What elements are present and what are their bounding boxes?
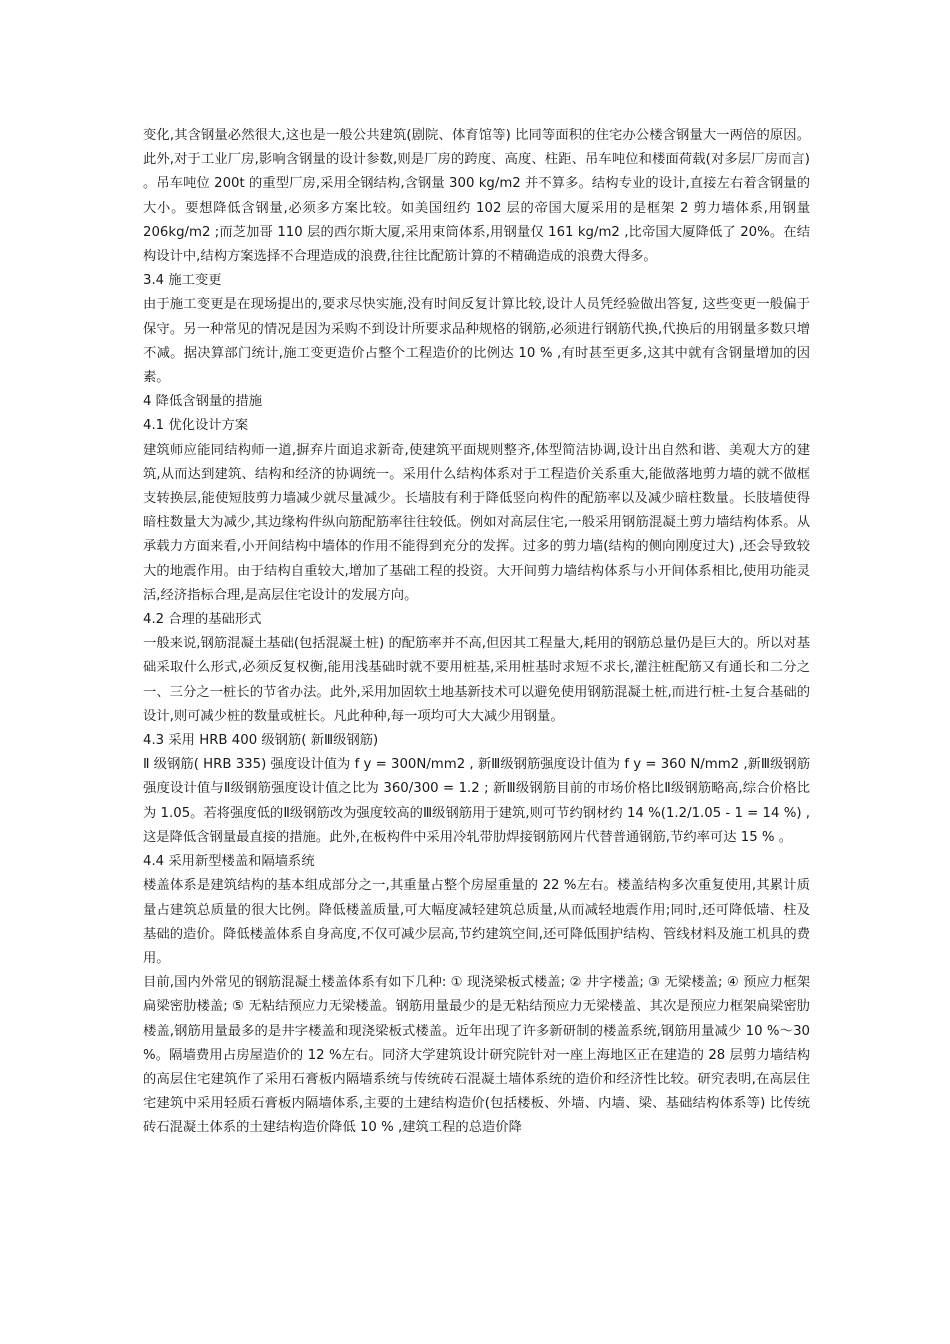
section-heading-3-4: 3.4 施工变更: [143, 273, 222, 289]
section-heading-4-1: 4.1 优化设计方案: [143, 418, 249, 434]
paragraph-hrb400: Ⅱ 级钢筋( HRB 335) 强度设计值为 f y = 300N/mm2 , 新Ⅲ级钢筋强度设计值为 f y = 360 N/mm2 ,新Ⅲ级钢筋强度设计值与Ⅱ级钢筋强度设计值之比为 360/300 = 1.2 ; 新Ⅲ级钢筋目前的市场价格比Ⅱ级钢筋略高,综合价格比为 1.05。若将强度低的Ⅱ级钢筋改为强度较高的Ⅲ级钢筋用于建筑,则可节约钢材约 14 %(1.2/1.05 - 1 = 14 %) ,这是降低含钢量最直接的措施。此外,在板构件中采用冷轧带肋焊接钢筋网片代替普通钢筋,节约率可达 15 % 。: [143, 757, 810, 845]
section-heading-4: 4 降低含钢量的措施: [143, 394, 263, 410]
section-heading-4-3: 4.3 采用 HRB 400 级钢筋( 新Ⅲ级钢筋): [143, 733, 379, 749]
paragraph-construction-changes: 由于施工变更是在现场提出的,要求尽快实施,没有时间反复计算比较,设计人员凭经验做出答复, 这些变更一般偏于保守。另一种常见的情况是因为采购不到设计所要求品种规格的钢筋,必须进行钢筋代换,代换后的用钢量多数只增不减。据决算部门统计,施工变更造价占整个工程造价的比例达 10 % ,有时甚至更多,这其中就有含钢量增加的因素。: [143, 297, 810, 386]
paragraph-foundation-form: 一般来说,钢筋混凝土基础(包括混凝土桩) 的配筋率并不高,但因其工程量大,耗用的钢筋总量仍是巨大的。所以对基础采取什么形式,必须反复权衡,能用浅基础时就不要用桩基,采用桩基时求短不求长,灌注桩配筋又有通长和二分之一、三分之一桩长的节省办法。此外,采用加固软土地基新技术可以避免使用钢筋混凝土桩,而进行桩-土复合基础的设计,则可减少桩的数量或桩长。凡此种种,每一项均可大大减少用钢量。: [143, 636, 810, 724]
paragraph-floor-types: 目前,国内外常见的钢筋混凝土楼盖体系有如下几种: ① 现浇梁板式楼盖; ② 井字楼盖; ③ 无梁楼盖; ④ 预应力框架扁梁密肋楼盖; ⑤ 无粘结预应力无梁楼盖。钢筋用量最少的是无粘结预应力无梁楼盖、其次是预应力框架扁梁密肋楼盖,钢筋用量最多的是井字楼盖和现浇梁板式楼盖。近年出现了许多新研制的楼盖系统,钢筋用量减少 10 %～30 %。隔墙费用占房屋造价的 12 %左右。同济大学建筑设计研究院针对一座上海地区正在建造的 28 层剪力墙结构的高层住宅建筑作了采用石膏板内隔墙系统与传统砖石混凝土墙体系统的造价和经济性比较。研究表明,在高层住宅建筑中采用轻质石膏板内隔墙体系,主要的土建结构造价(包括楼板、外墙、内墙、梁、基础结构体系等) 比传统砖石混凝土体系的土建结构造价降低 10 % ,建筑工程的总造价降: [143, 975, 810, 1136]
document-body: [143, 124, 810, 1141]
paragraph-floor-system: 楼盖体系是建筑结构的基本组成部分之一,其重量占整个房屋重量的 22 %左右。楼盖结构多次重复使用,其累计质量占建筑总质量的很大比例。降低楼盖质量,可大幅度减轻建筑总质量,从而减轻地震作用;同时,还可降低墙、柱及基础的造价。降低楼盖体系自身高度,不仅可减少层高,节约建筑空间,还可降低围护结构、管线材料及施工机具的费用。: [143, 878, 810, 966]
paragraph-optimize-design: 建筑师应能同结构师一道,摒弃片面追求新奇,使建筑平面规则整齐,体型简洁协调,设计出自然和谐、美观大方的建筑,从而达到建筑、结构和经济的协调统一。采用什么结构体系对于工程造价关系重大,能做落地剪力墙的就不做框支转换层,能使短肢剪力墙减少就尽量减少。长墙肢有利于降低竖向构件的配筋率以及减少暗柱数量。长肢墙使得暗柱数量大为减少,其边缘构件纵向筋配筋率往往较低。例如对高层住宅,一般采用钢筋混凝土剪力墙结构体系。从承载力方面来看,小开间结构中墙体的作用不能得到充分的发挥。过多的剪力墙(结构的侧向刚度过大) ,还会导致较大的地震作用。由于结构自重较大,增加了基础工程的投资。大开间剪力墙结构体系与小开间体系相比,使用功能灵活,经济指标合理,是高层住宅设计的发展方向。: [143, 442, 810, 603]
section-heading-4-2: 4.2 合理的基础形式: [143, 612, 262, 628]
section-heading-4-4: 4.4 采用新型楼盖和隔墙系统: [143, 854, 315, 870]
paragraph-steel-content-causes: 变化,其含钢量必然很大,这也是一般公共建筑(剧院、体育馆等) 比同等面积的住宅办公楼含钢量大一两倍的原因。此外,对于工业厂房,影响含钢量的设计参数,则是厂房的跨度、高度、柱距、吊车吨位和楼面荷载(对多层厂房而言) 。吊车吨位 200t 的重型厂房,采用全钢结构,含钢量 300 kg/m2 并不算多。结构专业的设计,直接左右着含钢量的大小。要想降低含钢量,必须多方案比较。如美国纽约 102 层的帝国大厦采用的是框架 2 剪力墙体系,用钢量 206kg/m2 ;而芝加哥 110 层的西尔斯大厦,采用束筒体系,用钢量仅 161 kg/m2 ,比帝国大厦降低了 20%。在结构设计中,结构方案选择不合理造成的浪费,往往比配筋计算的不精确造成的浪费大得多。: [143, 128, 810, 265]
